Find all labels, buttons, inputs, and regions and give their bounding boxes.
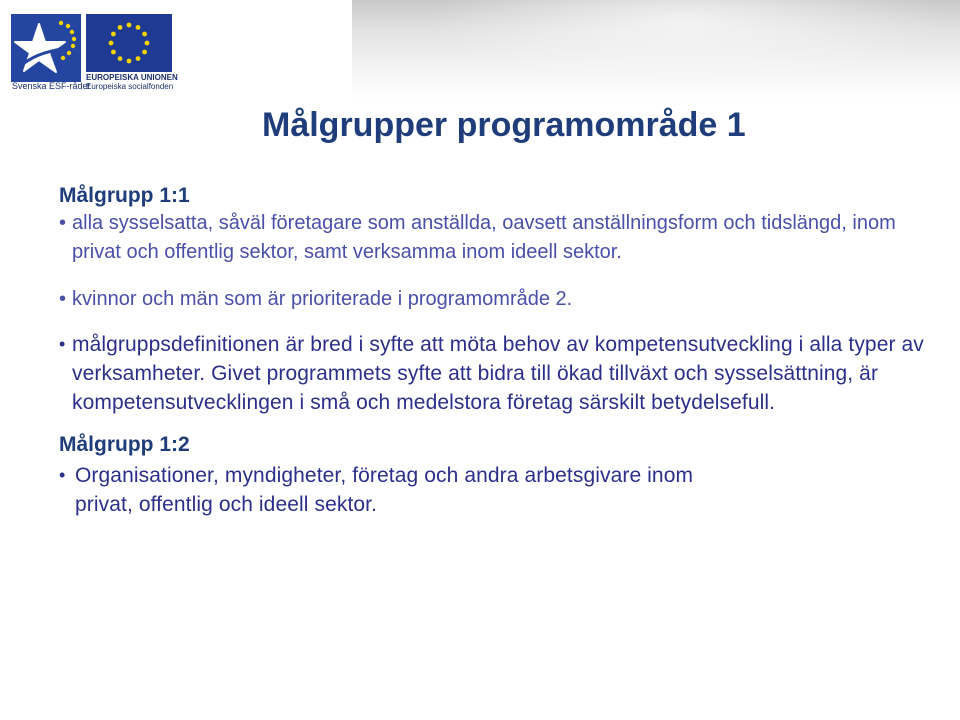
bullet-item-1 (59, 209, 939, 267)
group-heading-1-2: Målgrupp 1:2 (59, 433, 190, 456)
eu-caption-line2: Europeiska socialfonden (86, 82, 174, 91)
eu-caption (86, 73, 178, 91)
eu-flag-icon (86, 14, 172, 72)
page-title: Målgrupper programområde 1 (262, 106, 746, 144)
esf-star-logo-icon (11, 14, 81, 82)
bullet-glyph: • (59, 334, 66, 354)
bullet-item-3 (59, 330, 939, 417)
bullet-text: målgruppsdefinitionen är bred i syfte att möta behov av kompetensutveckling i alla typer av verksamheter. Givet programmets syfte att bidra till ökad tillväxt och sysselsättning, är kompetensutvecklingen i små och medelstora företag särskilt betydelsefull. (72, 333, 924, 414)
bullet-item-2 (59, 285, 939, 314)
bullet-glyph: • (59, 288, 67, 310)
bullet-glyph: • (59, 212, 67, 234)
group-heading-1-1: Målgrupp 1:1 (59, 184, 190, 207)
esf-caption: Svenska ESF-rådet (12, 81, 91, 91)
header-gradient-band (352, 0, 960, 100)
bullet-text: Organisationer, myndigheter, företag och andra arbetsgivare inom privat, offentlig och ideell sektor. (75, 464, 694, 516)
eu-caption-line1: EUROPEISKA UNIONEN (86, 73, 178, 82)
bullet-glyph: • (59, 465, 66, 485)
logo-area (0, 0, 352, 100)
bullet-text: alla sysselsatta, såväl företagare som anställda, oavsett anställningsform och tidslängd, inom privat och offentlig sektor, samt verksamma inom ideell sektor. (72, 212, 896, 263)
bullet-item-4 (59, 461, 939, 519)
bullet-text: kvinnor och män som är prioriterade i programområde 2. (72, 288, 573, 310)
slide-content (59, 183, 939, 519)
